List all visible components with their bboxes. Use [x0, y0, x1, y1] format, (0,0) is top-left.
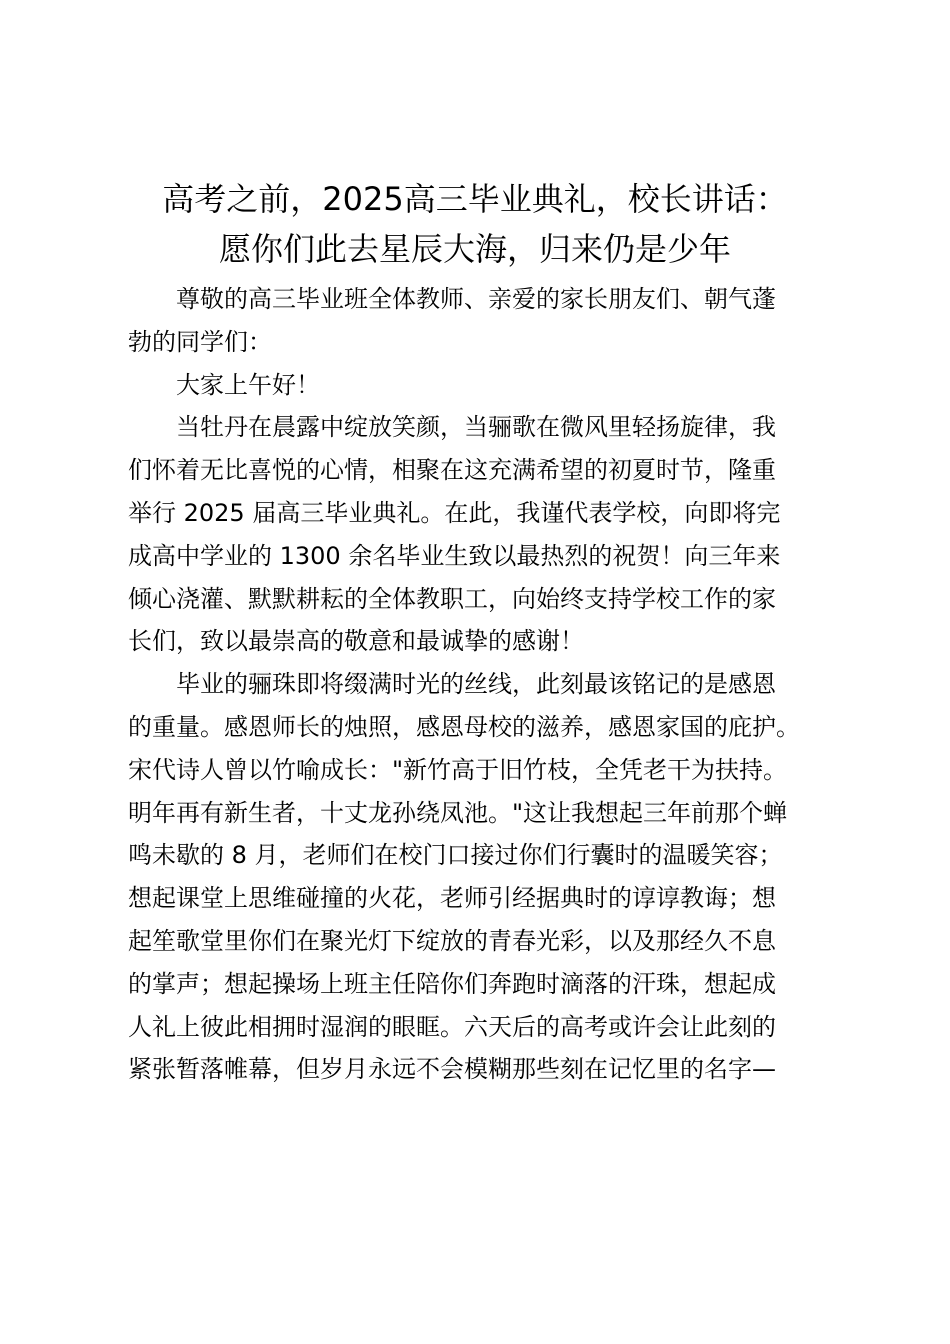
document-title: [100, 174, 850, 274]
text-line: 大家上午好！: [176, 370, 320, 399]
paragraph-opening: [128, 406, 838, 663]
text-line: 明年再有新生者，十丈龙孙绕凤池。"这让我想起三年前那个蝉: [128, 798, 788, 827]
text-line: 成高中学业的 1300 余名毕业生致以最热烈的祝贺！向三年来: [128, 541, 781, 570]
text-line: 人礼上彼此相拥时湿润的眼眶。六天后的高考或许会让此刻的: [128, 1012, 776, 1041]
text-line: 宋代诗人曾以竹喻成长："新竹高于旧竹枝，全凭老干为扶持。: [128, 755, 788, 784]
text-line: 鸣未歇的 8 月，老师们在校门口接过你们行囊时的温暖笑容；: [128, 841, 783, 870]
title-line-1: 高考之前，2025高三毕业典礼，校长讲话：: [162, 180, 788, 218]
paragraph-greeting: [128, 278, 838, 364]
paragraph-hello: [128, 364, 838, 407]
text-line: 举行 2025 届高三毕业典礼。在此，我谨代表学校，向即将完: [128, 498, 781, 527]
text-line: 勃的同学们：: [128, 327, 272, 356]
text-line: 的掌声；想起操场上班主任陪你们奔跑时滴落的汗珠，想起成: [128, 969, 776, 998]
text-line: 尊敬的高三毕业班全体教师、亲爱的家长朋友们、朝气蓬: [176, 285, 776, 313]
text-line: 起笙歌堂里你们在聚光灯下绽放的青春光彩，以及那经久不息: [128, 926, 776, 955]
text-line: 的重量。感恩师长的烛照，感恩母校的滋养，感恩家国的庇护。: [128, 712, 800, 741]
text-line: 们怀着无比喜悦的心情，相聚在这充满希望的初夏时节，隆重: [128, 456, 776, 485]
text-line: 毕业的骊珠即将缀满时光的丝线，此刻最该铭记的是感恩: [176, 670, 776, 699]
text-line: 当牡丹在晨露中绽放笑颜，当骊歌在微风里轻扬旋律，我: [176, 413, 776, 442]
text-line: 紧张暂落帷幕，但岁月永远不会模糊那些刻在记忆里的名字—: [128, 1055, 776, 1084]
text-line: 长们，致以最崇高的敬意和最诚挚的感谢！: [128, 627, 584, 656]
title-line-2: 愿你们此去星辰大海，归来仍是少年: [218, 230, 731, 268]
document-body: [128, 278, 838, 1091]
text-line: 想起课堂上思维碰撞的火花，老师引经据典时的谆谆教诲；想: [128, 884, 776, 913]
paragraph-gratitude: [128, 663, 838, 1091]
text-line: 倾心浇灌、默默耕耘的全体教职工，向始终支持学校工作的家: [128, 584, 776, 613]
